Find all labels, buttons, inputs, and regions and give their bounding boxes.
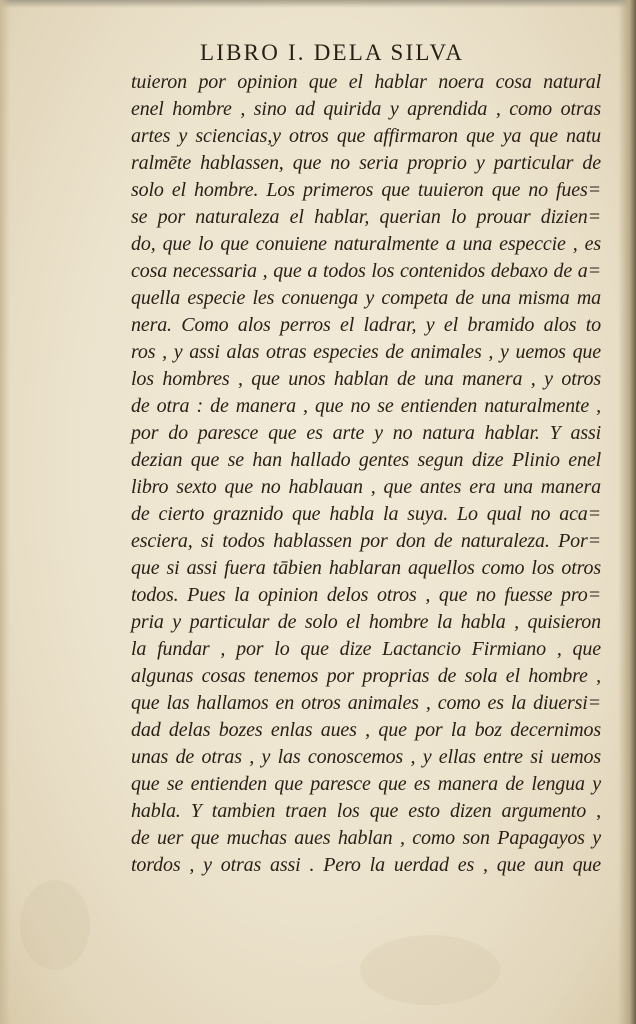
running-head: LIBRO I. DELA SILVA bbox=[200, 40, 465, 65]
text-line: de cierto graznido que habla la suya. Lo qual no aca= bbox=[131, 503, 601, 525]
page-top-edge bbox=[0, 0, 636, 8]
text-line: de otra : de manera , que no se entienden naturalmente , bbox=[131, 395, 601, 417]
text-line: que si assi fuera tābien hablaran aquellos como los otros bbox=[131, 557, 601, 579]
body-text bbox=[131, 69, 601, 879]
text-line: se por naturaleza el hablar, querian lo prouar dizien= bbox=[131, 206, 601, 228]
text-line: libro sexto que no hablauan , que antes era una manera bbox=[131, 476, 601, 498]
text-line: enel hombre , sino ad quirida y aprendida , como otras bbox=[131, 98, 601, 120]
paper-stain bbox=[360, 935, 500, 1005]
text-line: por do paresce que es arte y no natura hablar. Y assi bbox=[131, 422, 601, 444]
page-left-edge bbox=[0, 0, 10, 1024]
text-line: que se entienden que paresce que es manera de lengua y bbox=[131, 773, 601, 795]
text-line: solo el hombre. Los primeros que tuuieron que no fues= bbox=[131, 179, 601, 201]
text-line: todos. Pues la opinion delos otros , que no fuesse pro= bbox=[131, 584, 601, 606]
text-line: habla. Y tambien traen los que esto dizen argumento , bbox=[131, 800, 601, 822]
text-line: do, que lo que conuiene naturalmente a una especcie , es bbox=[131, 233, 601, 255]
text-line: los hombres , que unos hablan de una manera , y otros bbox=[131, 368, 601, 390]
text-line: la fundar , por lo que dize Lactancio Firmiano , que bbox=[131, 638, 601, 660]
text-line: ralmēte hablassen, que no seria proprio y particular de bbox=[131, 152, 601, 174]
text-line: tordos , y otras assi . Pero la uerdad es , que aun que bbox=[131, 854, 601, 876]
text-line: cosa necessaria , que a todos los contenidos debaxo de a= bbox=[131, 260, 601, 282]
text-line: de uer que muchas aues hablan , como son Papagayos y bbox=[131, 827, 601, 849]
text-line: algunas cosas tenemos por proprias de sola el hombre , bbox=[131, 665, 601, 687]
text-line: unas de otras , y las conoscemos , y ellas entre si uemos bbox=[131, 746, 601, 768]
text-line: que las hallamos en otros animales , como es la diuersi= bbox=[131, 692, 601, 714]
paper-stain bbox=[20, 880, 90, 970]
text-line: quella especie les conuenga y competa de una misma ma bbox=[131, 287, 601, 309]
text-line: esciera, si todos hablassen por don de naturaleza. Por= bbox=[131, 530, 601, 552]
text-line: pria y particular de solo el hombre la habla , quisieron bbox=[131, 611, 601, 633]
text-line: artes y sciencias,y otros que affirmaron que ya que natu bbox=[131, 125, 601, 147]
text-line: dad delas bozes enlas aues , que por la boz decernimos bbox=[131, 719, 601, 741]
text-line: ros , y assi alas otras especies de animales , y uemos que bbox=[131, 341, 601, 363]
text-line: dezian que se han hallado gentes segun dize Plinio enel bbox=[131, 449, 601, 471]
text-line: nera. Como alos perros el ladrar, y el bramido alos to bbox=[131, 314, 601, 336]
text-line: tuieron por opinion que el hablar noera cosa natural bbox=[131, 71, 601, 93]
page-right-edge bbox=[618, 0, 636, 1024]
